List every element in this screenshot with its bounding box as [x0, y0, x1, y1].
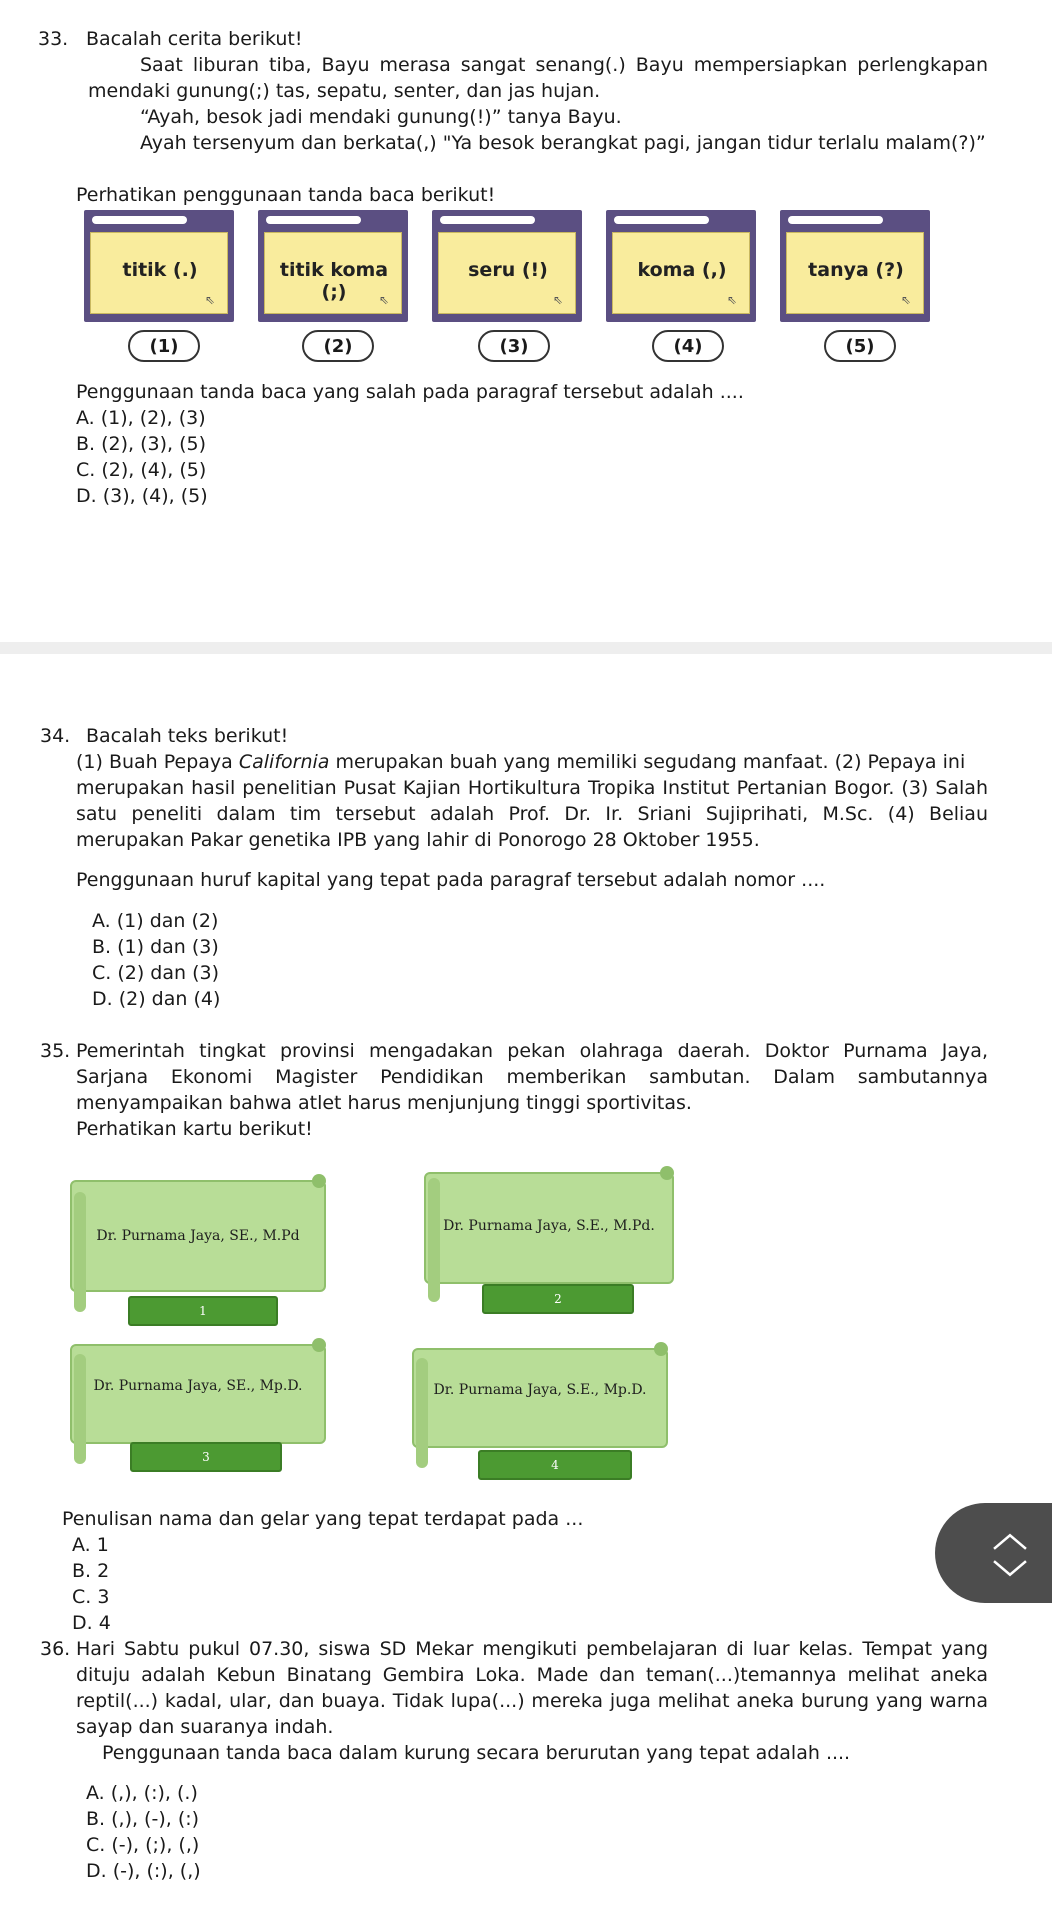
- q35-option-a[interactable]: A. 1: [72, 1534, 109, 1556]
- punctuation-card-5: [780, 210, 930, 322]
- q33-story-line-2: mendaki gunung(;) tas, sepatu, senter, dan jas hujan.: [88, 80, 601, 102]
- q33-story-line-4: Ayah tersenyum dan berkata(,) "Ya besok berangkat pagi, jangan tidur terlalu malam(?)”: [140, 132, 986, 154]
- q35-text-line-2: Sarjana Ekonomi Magister Pendidikan memberikan sambutan. Dalam sambutannya: [76, 1066, 988, 1088]
- q33-question: Penggunaan tanda baca yang salah pada paragraf tersebut adalah ....: [76, 381, 744, 403]
- q34-option-d[interactable]: D. (2) dan (4): [92, 988, 221, 1010]
- name-card-text: Dr. Purnama Jaya, SE., M.Pd: [96, 1228, 300, 1244]
- card-number-cloud: (2): [302, 330, 374, 362]
- q36-text-line-3: reptil(...) kadal, ular, dan buaya. Tidak lupa(...) mereka juga melihat aneka burung yang warna: [76, 1690, 988, 1712]
- q33-instruction: Perhatikan penggunaan tanda baca berikut!: [76, 184, 496, 206]
- name-card-number: 4: [478, 1450, 632, 1480]
- q35-number: 35.: [40, 1040, 71, 1062]
- punctuation-card-2: [258, 210, 408, 322]
- q35-option-c[interactable]: C. 3: [72, 1586, 110, 1608]
- q34-heading: Bacalah teks berikut!: [86, 725, 289, 747]
- q34-text-line-3: satu peneliti dalam tim tersebut adalah Prof. Dr. Ir. Sriani Sujiprihati, M.Sc. (4) Beliau: [76, 803, 988, 825]
- name-card-text: Dr. Purnama Jaya, SE., Mp.D.: [93, 1378, 303, 1394]
- q33-number: 33.: [38, 28, 69, 50]
- punctuation-card-label: titik koma (;): [279, 259, 389, 303]
- name-card-text: Dr. Purnama Jaya, S.E., M.Pd.: [443, 1218, 655, 1234]
- name-card-3: [70, 1344, 326, 1444]
- name-card-number: 3: [130, 1442, 282, 1472]
- q34-question: Penggunaan huruf kapital yang tepat pada paragraf tersebut adalah nomor ....: [76, 869, 826, 891]
- name-card-text: Dr. Purnama Jaya, S.E., Mp.D.: [433, 1382, 647, 1398]
- q36-text-line-4: sayap dan suaranya indah.: [76, 1716, 334, 1738]
- q33-option-d[interactable]: D. (3), (4), (5): [76, 485, 208, 507]
- q34-text-line-4: merupakan Pakar genetika IPB yang lahir di Ponorogo 28 Oktober 1955.: [76, 829, 760, 851]
- name-card-number: 2: [482, 1284, 634, 1314]
- q36-option-d[interactable]: D. (-), (:), (,): [86, 1860, 201, 1882]
- q36-option-a[interactable]: A. (,), (:), (.): [86, 1782, 198, 1804]
- cursor-icon: ⇖: [900, 293, 911, 307]
- q34-option-c[interactable]: C. (2) dan (3): [92, 962, 219, 984]
- q34-text-line-2: merupakan hasil penelitian Pusat Kajian Hortikultura Tropika Institut Pertanian Bogor. (3) Salah: [76, 777, 988, 799]
- name-card-1: [70, 1180, 326, 1292]
- q36-text-line-1: Hari Sabtu pukul 07.30, siswa SD Mekar mengikuti pembelajaran di luar kelas. Tempat yang: [76, 1638, 988, 1660]
- cursor-icon: ⇖: [552, 293, 563, 307]
- q34-text-line-1: (1) Buah Pepaya California merupakan buah yang memiliki segudang manfaat. (2) Pepaya ini: [76, 751, 966, 773]
- q34-number: 34.: [40, 725, 71, 747]
- q35-option-b[interactable]: B. 2: [72, 1560, 110, 1582]
- card-number-cloud: (1): [128, 330, 200, 362]
- punctuation-card-label: seru (!): [468, 259, 548, 281]
- punctuation-card-label: titik (.): [122, 259, 198, 281]
- q36-number: 36.: [40, 1638, 71, 1660]
- q34-option-a[interactable]: A. (1) dan (2): [92, 910, 219, 932]
- cursor-icon: ⇖: [378, 293, 389, 307]
- name-card-2: [424, 1172, 674, 1284]
- card-number-cloud: (5): [824, 330, 896, 362]
- q33-story-line-3: “Ayah, besok jadi mendaki gunung(!)” tanya Bayu.: [140, 106, 622, 128]
- name-card-4: [412, 1348, 668, 1448]
- q34-italic-word: California: [238, 751, 330, 773]
- q35-text-line-1: Pemerintah tingkat provinsi mengadakan pekan olahraga daerah. Doktor Purnama Jaya,: [76, 1040, 988, 1062]
- question-nav-pill: [935, 1503, 1052, 1603]
- q33-story-line-1: Saat liburan tiba, Bayu merasa sangat senang(.) Bayu mempersiapkan perlengkapan: [140, 54, 988, 76]
- punctuation-card-label: tanya (?): [808, 259, 904, 281]
- card-number-cloud: (4): [652, 330, 724, 362]
- punctuation-card-3: [432, 210, 582, 322]
- cursor-icon: ⇖: [726, 293, 737, 307]
- q36-option-b[interactable]: B. (,), (-), (:): [86, 1808, 200, 1830]
- q36-question: Penggunaan tanda baca dalam kurung secara berurutan yang tepat adalah ....: [102, 1742, 851, 1764]
- q33-heading: Bacalah cerita berikut!: [86, 28, 303, 50]
- q33-option-b[interactable]: B. (2), (3), (5): [76, 433, 207, 455]
- q35-instruction: Perhatikan kartu berikut!: [76, 1118, 313, 1140]
- q35-option-d[interactable]: D. 4: [72, 1612, 111, 1634]
- punctuation-card-1: [84, 210, 234, 322]
- q33-option-c[interactable]: C. (2), (4), (5): [76, 459, 207, 481]
- q34-option-b[interactable]: B. (1) dan (3): [92, 936, 219, 958]
- q35-text-line-3: menyampaikan bahwa atlet harus menjunjung tinggi sportivitas.: [76, 1092, 692, 1114]
- chevron-up-icon[interactable]: ︿: [993, 1515, 1027, 1555]
- q36-text-line-2: dituju adalah Kebun Binatang Gembira Loka. Made dan teman(...)temannya melihat aneka: [76, 1664, 988, 1686]
- name-card-number: 1: [128, 1296, 278, 1326]
- cursor-icon: ⇖: [204, 293, 215, 307]
- chevron-down-icon[interactable]: ﹀: [993, 1559, 1027, 1599]
- punctuation-card-label: koma (,): [637, 259, 727, 281]
- q35-question: Penulisan nama dan gelar yang tepat terdapat pada ...: [62, 1508, 584, 1530]
- card-number-cloud: (3): [478, 330, 550, 362]
- q36-option-c[interactable]: C. (-), (;), (,): [86, 1834, 200, 1856]
- section-divider: [0, 642, 1052, 654]
- q33-option-a[interactable]: A. (1), (2), (3): [76, 407, 206, 429]
- punctuation-card-4: [606, 210, 756, 322]
